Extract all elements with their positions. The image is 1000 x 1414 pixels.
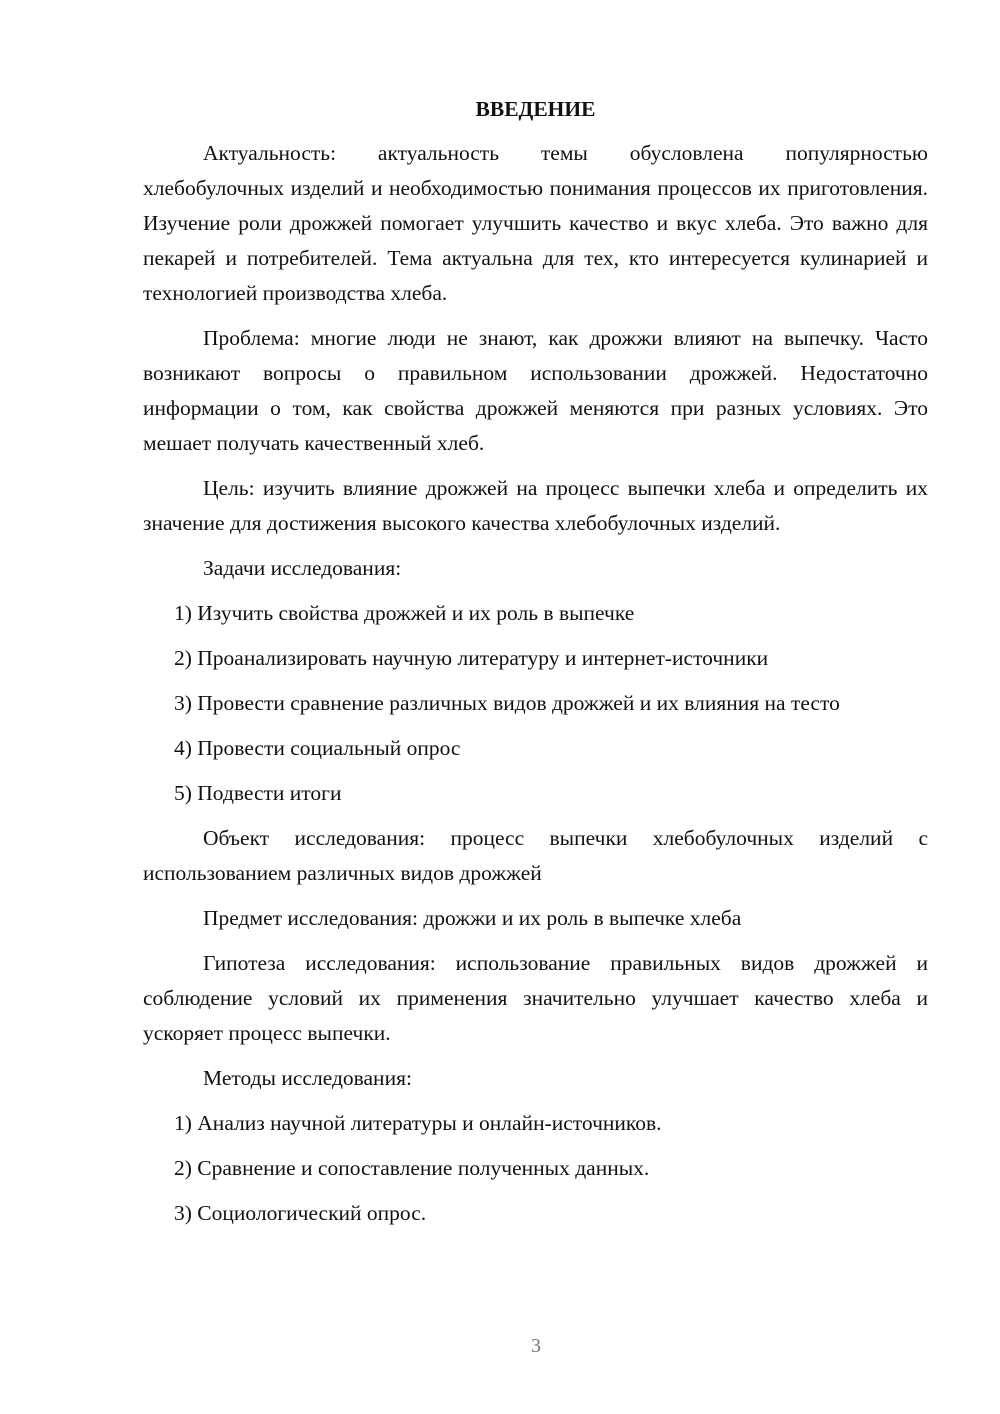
page-content — [143, 92, 928, 1241]
object-paragraph: Объект исследования: процесс выпечки хлебобулочных изделий с использованием различных видов дрожжей — [143, 826, 928, 885]
task-item-4: 4) Провести социальный опрос — [174, 736, 461, 760]
page-number: 3 — [531, 1335, 541, 1357]
section-title: ВВЕДЕНИЕ — [475, 97, 596, 121]
method-item-2: 2) Сравнение и сопоставление полученных данных. — [174, 1156, 650, 1180]
relevance-paragraph: Актуальность: актуальность темы обусловлена популярностью хлебобулочных изделий и необходимостью понимания процессов их приготовления. Изучение роли дрожжей помогает улучшить качество и вкус хлеба. Это важно для пекарей и потребителей. Тема актуальна для тех, кто интересуется кулинарией и технологией производства хлеба. — [143, 141, 928, 305]
methods-heading: Методы исследования: — [203, 1066, 412, 1090]
hypothesis-paragraph: Гипотеза исследования: использование правильных видов дрожжей и соблюдение условий их применения значительно улучшает качество хлеба и ускоряет процесс выпечки. — [143, 951, 928, 1045]
goal-paragraph: Цель: изучить влияние дрожжей на процесс выпечки хлеба и определить их значение для достижения высокого качества хлебобулочных изделий. — [143, 476, 928, 535]
subject-paragraph: Предмет исследования: дрожжи и их роль в выпечке хлеба — [203, 906, 742, 930]
task-item-5: 5) Подвести итоги — [174, 781, 342, 805]
task-item-1: 1) Изучить свойства дрожжей и их роль в выпечке — [174, 601, 635, 625]
method-item-1: 1) Анализ научной литературы и онлайн-источников. — [174, 1111, 662, 1135]
method-item-3: 3) Социологический опрос. — [174, 1201, 427, 1225]
tasks-heading: Задачи исследования: — [203, 556, 402, 580]
task-item-3: 3) Провести сравнение различных видов дрожжей и их влияния на тесто — [174, 691, 840, 715]
problem-paragraph: Проблема: многие люди не знают, как дрожжи влияют на выпечку. Часто возникают вопросы о правильном использовании дрожжей. Недостаточно информации о том, как свойства дрожжей меняются при разных условиях. Это мешает получать качественный хлеб. — [143, 326, 928, 455]
task-item-2: 2) Проанализировать научную литературу и интернет-источники — [174, 646, 769, 670]
